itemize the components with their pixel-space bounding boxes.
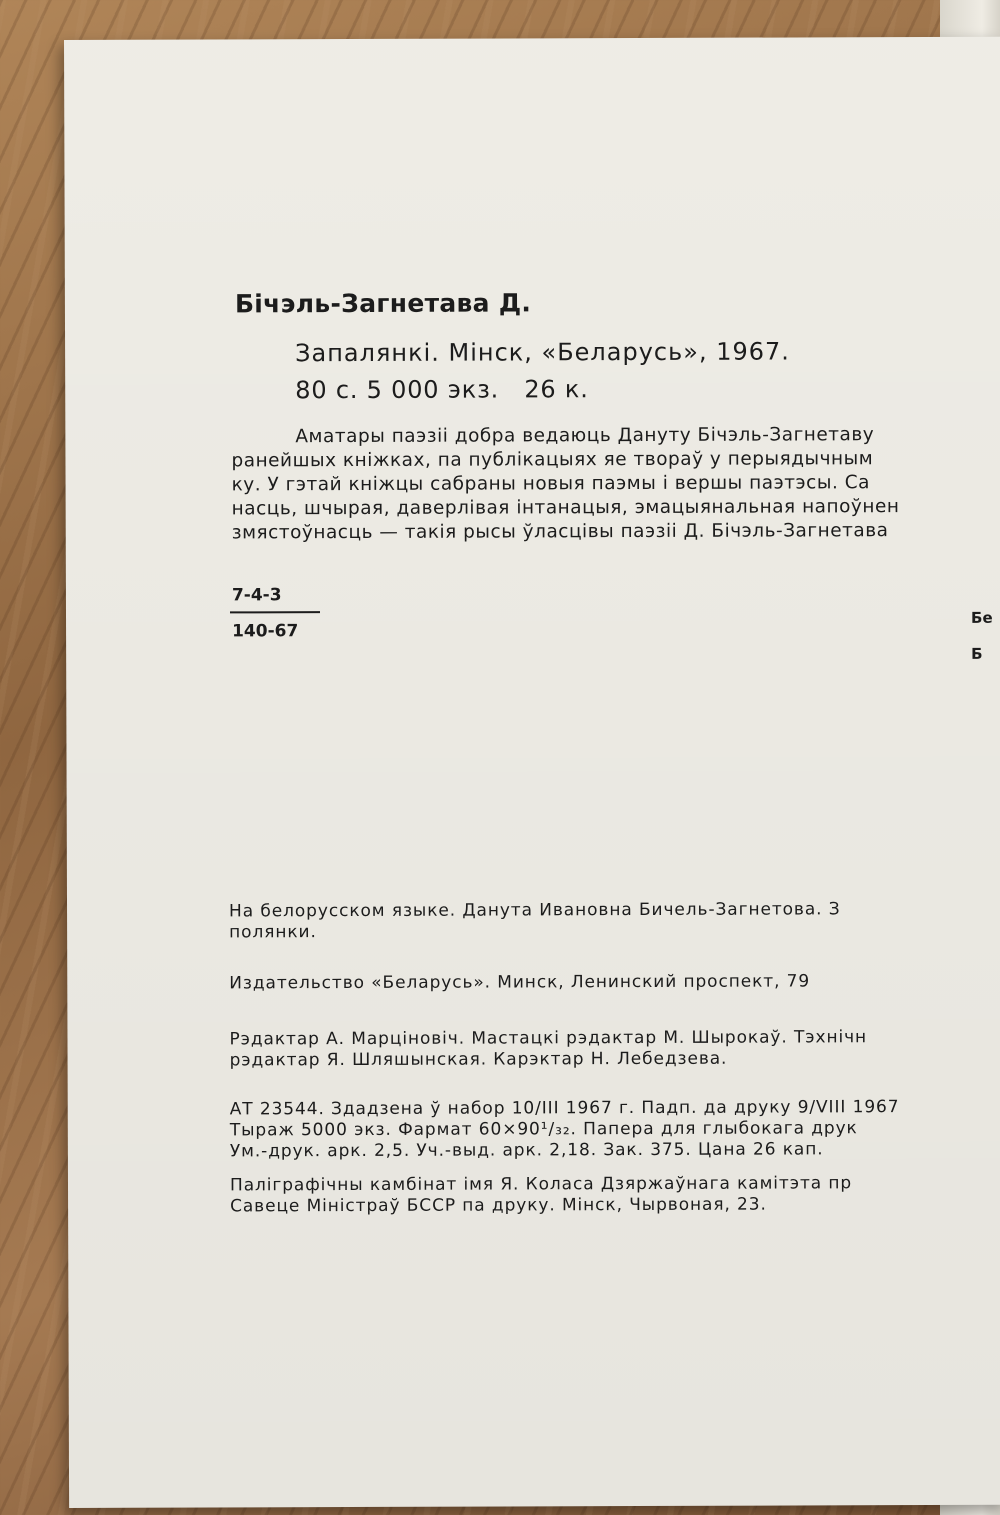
imprint-line: Паліграфічны камбінат імя Я. Коласа Дзяржаўнага камітэта пр [229, 1173, 853, 1196]
author-name: Бічэль-Загнетава Д. [234, 288, 532, 319]
imprint-russian [229, 899, 841, 943]
imprint-line: Тыраж 5000 экз. Фармат 60×90¹/₃₂. Папера для глыбокага друк [229, 1118, 858, 1141]
book-page [64, 37, 1000, 1508]
classification-code-bottom: 140-67 [232, 621, 299, 642]
publication-info: Запалянкі. Мінск, «Беларусь», 1967. [295, 337, 790, 368]
imprint-publisher [229, 971, 810, 994]
imprint-line: Издательство «Беларусь». Минск, Ленинский проспект, 79 [229, 971, 811, 994]
imprint-production [230, 1097, 900, 1162]
imprint-editors [229, 1027, 867, 1071]
imprint-printer [230, 1173, 852, 1217]
annotation [231, 423, 899, 545]
classification-code-top: 7-4-3 [231, 585, 282, 606]
imprint-line: На белорусском языке. Данута Ивановна Бичель-Загнетова. З [229, 899, 841, 922]
annotation-line: Аматары паэзіі добра ведаюць Дануту Бічэль-Загнетаву [295, 424, 875, 448]
imprint-line: Савеце Міністраў БССР па друку. Мінск, Чырвоная, 23. [230, 1194, 767, 1217]
imprint-line: полянки. [229, 922, 317, 943]
annotation-line: насць, шчырая, даверлівая інтанацыя, эмацыянальная напоўнен [231, 496, 900, 520]
side-mark-first: Бе [970, 608, 993, 627]
annotation-line: ку. У гэтай кніжцы сабраны новыя паэмы і вершы паэтэсы. Са [231, 472, 870, 496]
annotation-line: змястоўнасць — такія рысы ўласцівы паэзіі Д. Бічэль-Загнетава [231, 520, 889, 544]
imprint-line: АТ 23544. Здадзена ў набор 10/III 1967 г. Падп. да друку 9/VIII 1967 [229, 1097, 900, 1120]
imprint-line: рэдактар Я. Шляшынская. Карэктар Н. Лебедзева. [229, 1048, 728, 1071]
classification-divider [230, 611, 320, 613]
imprint-line: Ум.-друк. арк. 2,5. Уч.-выд. арк. 2,18. Зак. 375. Цана 26 кап. [229, 1139, 824, 1162]
side-mark-second: Б [971, 644, 983, 663]
pages-copies-price: 80 с. 5 000 экз. 26 к. [295, 375, 589, 405]
imprint-line: Рэдактар А. Марціновіч. Мастацкі рэдактар М. Шырокаў. Тэхнічн [229, 1027, 868, 1050]
annotation-line: ранейшых кніжках, па публікацыях яе твораў у перыядычным [231, 448, 874, 472]
